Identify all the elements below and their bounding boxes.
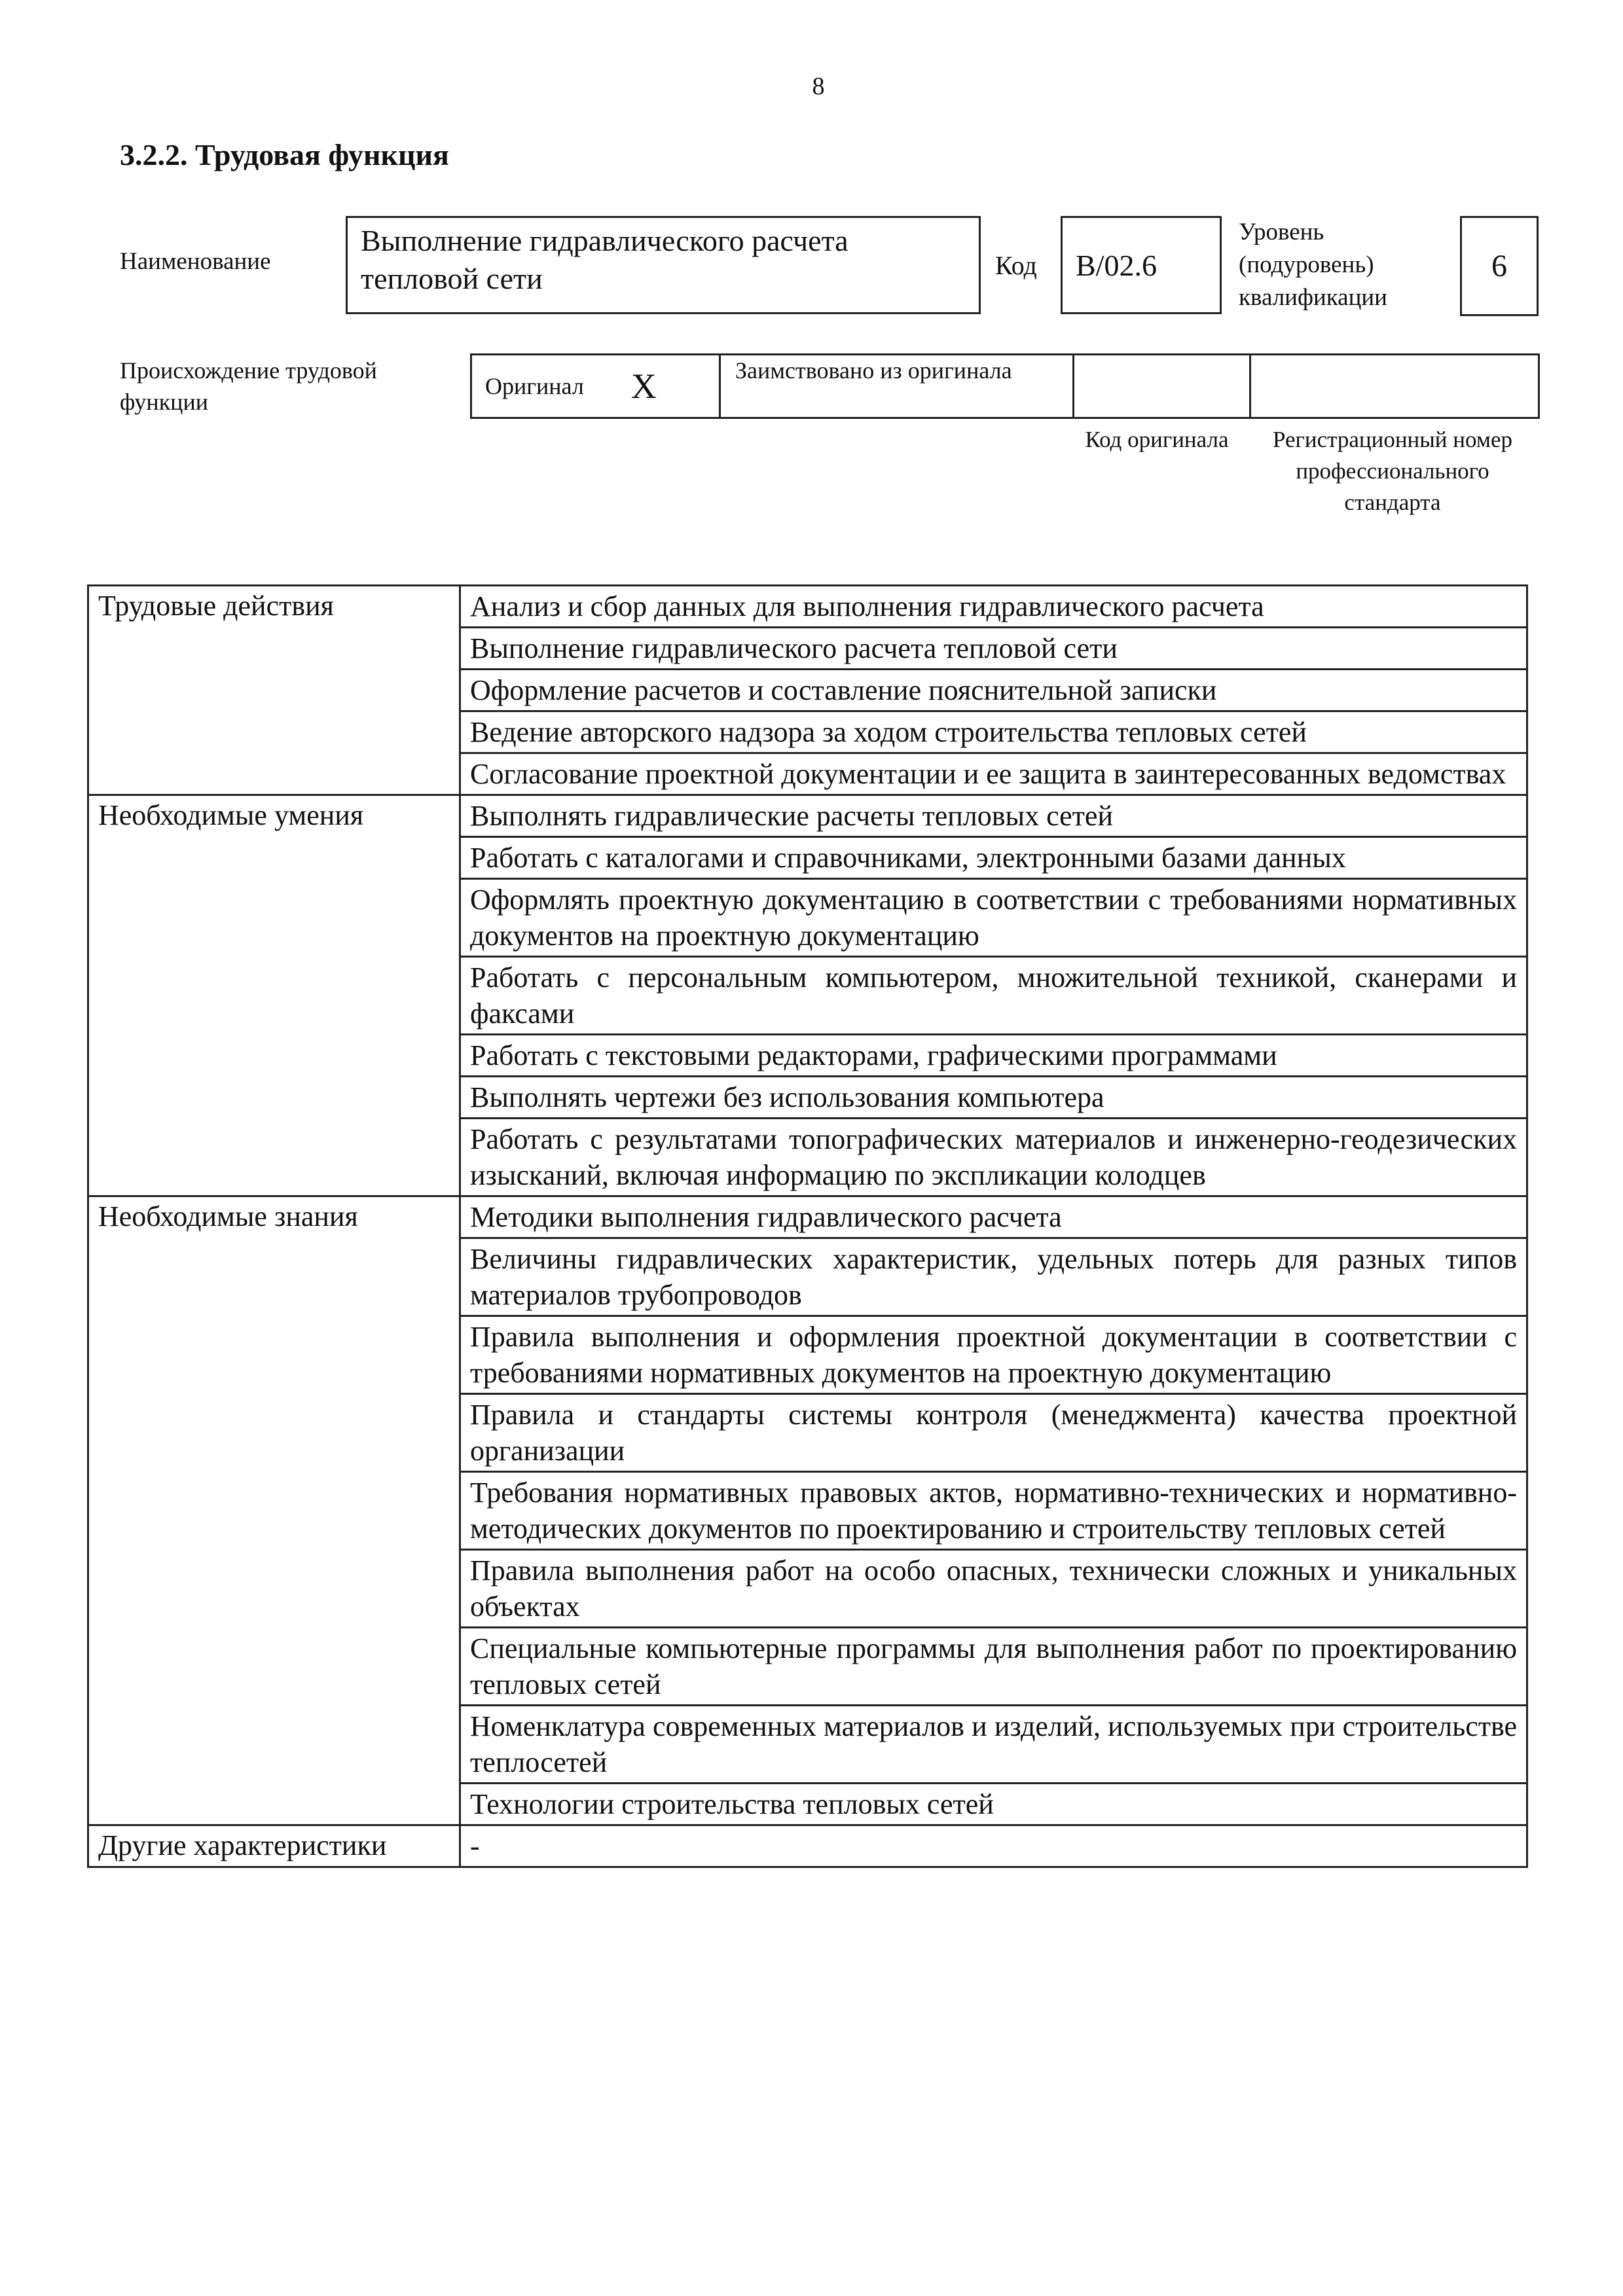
list-item: Согласование проектной документации и ее защита в заинтересованных ведомствах — [460, 753, 1527, 795]
list-item: Технологии строительства тепловых сетей — [460, 1784, 1527, 1825]
category-actions: Трудовые действия — [88, 586, 460, 795]
name-value: Выполнение гидравлического расчета тепловой сети — [361, 224, 848, 295]
name-field — [346, 216, 981, 314]
list-item: Работать с персональным компьютером, множительной техникой, сканерами и факсами — [460, 957, 1527, 1035]
table-row — [88, 586, 1527, 628]
list-item: Анализ и сбор данных для выполнения гидравлического расчета — [460, 586, 1527, 628]
origin-label: Происхождение трудовой функции — [120, 357, 377, 415]
origin-row — [470, 353, 1540, 419]
function-table — [87, 584, 1528, 1868]
list-item: Выполнять гидравлические расчеты тепловых сетей — [460, 795, 1527, 837]
level-value: 6 — [1491, 249, 1507, 283]
list-item: Работать с результатами топографических материалов и инженерно-геодезических изысканий, включая информацию по экспликации колодцев — [460, 1119, 1527, 1196]
category-skills: Необходимые умения — [88, 795, 460, 1196]
table-row — [88, 795, 1527, 837]
list-item: Ведение авторского надзора за ходом строительства тепловых сетей — [460, 711, 1527, 753]
origin-original-cell — [472, 355, 721, 417]
list-item: Работать с текстовыми редакторами, графическими программами — [460, 1035, 1527, 1077]
original-code-cell — [1074, 355, 1251, 417]
level-field — [1460, 216, 1539, 316]
original-label: Оригинал — [485, 373, 584, 399]
list-item: Работать с каталогами и справочниками, электронными базами данных — [460, 837, 1527, 879]
table-row — [88, 1825, 1527, 1867]
table-row — [88, 1196, 1527, 1238]
borrowed-label: Заимствовано из оригинала — [735, 357, 1012, 384]
list-item: Величины гидравлических характеристик, удельных потерь для разных типов материалов трубопроводов — [460, 1238, 1527, 1316]
list-item: Оформлять проектную документацию в соответствии с требованиями нормативных документов на проектную документацию — [460, 879, 1527, 957]
list-item: Выполнение гидравлического расчета тепловой сети — [460, 628, 1527, 670]
category-other: Другие характеристики — [88, 1825, 460, 1867]
list-item: Выполнять чертежи без использования компьютера — [460, 1077, 1527, 1119]
name-label: Наименование — [120, 248, 271, 275]
other-value: - — [460, 1825, 1527, 1867]
page-number: 8 — [812, 73, 825, 100]
original-mark: X — [630, 367, 657, 406]
original-code-caption: Код оригинала — [1085, 427, 1229, 452]
reg-number-caption: Регистрационный номер профессионального стандарта — [1272, 427, 1513, 515]
code-field — [1061, 216, 1222, 314]
reg-number-cell — [1251, 355, 1538, 417]
level-label: Уровень (подуровень) квалификации — [1239, 219, 1387, 311]
list-item: Правила выполнения и оформления проектной документации в соответствии с требованиями нормативных документов на проектную документацию — [460, 1316, 1527, 1394]
list-item: Правила и стандарты системы контроля (менеджмента) качества проектной организации — [460, 1394, 1527, 1472]
list-item: Требования нормативных правовых актов, нормативно-технических и нормативно-методических документов по проектированию и строительству тепловых сетей — [460, 1472, 1527, 1550]
list-item: Правила выполнения работ на особо опасных, технически сложных и уникальных объектах — [460, 1550, 1527, 1628]
list-item: Методики выполнения гидравлического расчета — [460, 1196, 1527, 1238]
list-item: Номенклатура современных материалов и изделий, используемых при строительстве теплосетей — [460, 1706, 1527, 1784]
origin-borrowed-cell — [721, 355, 1074, 417]
code-label: Код — [995, 251, 1037, 280]
code-value: B/02.6 — [1076, 248, 1157, 282]
section-title: 3.2.2. Трудовая функция — [120, 138, 449, 171]
list-item: Оформление расчетов и составление пояснительной записки — [460, 670, 1527, 711]
category-knowledge: Необходимые знания — [88, 1196, 460, 1825]
list-item: Специальные компьютерные программы для выполнения работ по проектированию тепловых сетей — [460, 1628, 1527, 1706]
